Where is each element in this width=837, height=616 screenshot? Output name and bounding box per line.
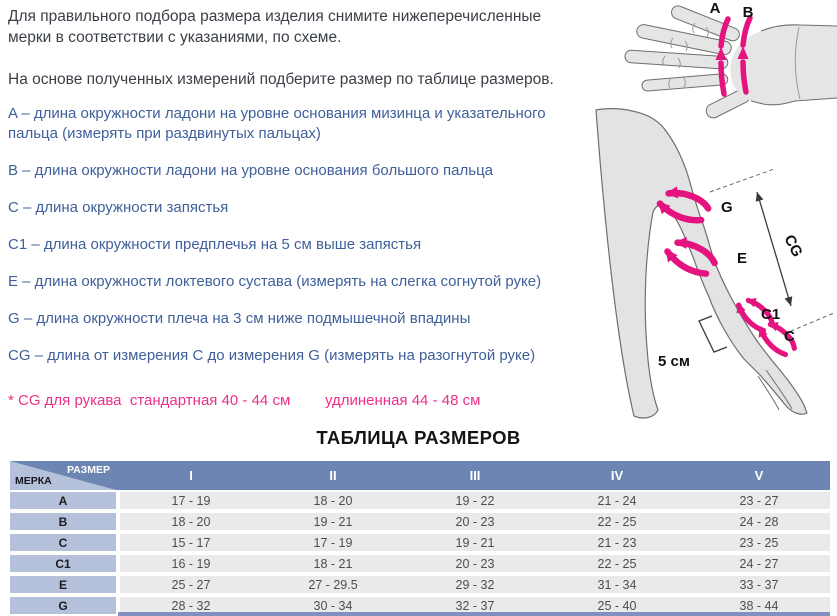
column-header-ii: II: [329, 468, 337, 483]
row-label: E: [10, 576, 116, 593]
arm-label-c1: C1: [761, 306, 781, 323]
intro-paragraph-1: Для правильного подбора размера изделия снимите нижеперечисленные мерки в соответствии с указаниями, по схеме.: [8, 8, 542, 46]
hand-label-b: B: [742, 4, 754, 21]
column-header-iv: IV: [610, 468, 624, 483]
sleeve-note-extended: удлиненная 44 - 48 см: [325, 392, 481, 409]
cell: 22 - 25: [597, 556, 637, 571]
sleeve-note-standard: * CG для рукава стандартная 40 - 44 см: [8, 392, 291, 409]
table-row-c: [10, 534, 830, 551]
size-table-header-row: [10, 461, 830, 490]
cell: 19 - 21: [313, 514, 353, 529]
measurement-item-cg: CG – длина от измерения C до измерения G (измерять на разогнутой руке): [8, 347, 536, 364]
intro-paragraph-2: На основе полученных измерений подберите размер по таблице размеров.: [8, 71, 554, 88]
row-label: C: [10, 534, 116, 551]
cell: 17 - 19: [171, 493, 211, 508]
cell: 18 - 21: [313, 556, 353, 571]
cell: 28 - 32: [171, 598, 211, 613]
cell: 20 - 23: [455, 556, 495, 571]
cell: 25 - 27: [171, 577, 211, 592]
measurement-item-c1: C1 – длина окружности предплечья на 5 см выше запястья: [8, 236, 422, 253]
corner-cell: [10, 461, 116, 490]
cell: 20 - 23: [455, 514, 495, 529]
measurement-list: [8, 104, 564, 366]
cell: 32 - 37: [455, 598, 495, 613]
arm-label-cg: CG: [780, 232, 806, 260]
arm-label-5cm: 5 см: [658, 353, 690, 370]
cell: 23 - 27: [739, 493, 779, 508]
column-header-v: V: [754, 468, 764, 483]
corner-size-label: РАЗМЕР: [67, 464, 110, 476]
cell: 25 - 40: [597, 598, 637, 613]
column-header-iii: III: [469, 468, 481, 483]
cell: 22 - 25: [597, 514, 637, 529]
arm-diagram: [560, 100, 837, 420]
row-label: G: [10, 597, 116, 614]
corner-merka-label: МЕРКА: [15, 475, 52, 487]
arm-silhouette: [596, 109, 807, 418]
size-table: [10, 461, 830, 614]
arm-label-c: C: [784, 328, 795, 345]
table-row-a: [10, 492, 830, 509]
cell: 38 - 44: [739, 598, 779, 613]
cell: 21 - 23: [597, 535, 637, 550]
arm-label-g: G: [721, 199, 733, 216]
measurement-item-e: E – длина окружности локтевого сустава (измерять на слегка согнутой руке): [8, 273, 542, 290]
measurement-item-a: A – длина окружности ладони на уровне основания мизинца и указательного пальца (измерять при раздвинутых пальцах): [8, 105, 546, 142]
cell: 15 - 17: [171, 535, 211, 550]
cell: 16 - 19: [171, 556, 211, 571]
hand-label-a: A: [709, 0, 721, 17]
measurement-item-b: B – длина окружности ладони на уровне основания большого пальца: [8, 162, 494, 179]
cell: 24 - 28: [739, 514, 779, 529]
cell: 31 - 34: [597, 577, 637, 592]
cell: 17 - 19: [313, 535, 353, 550]
cell: 27 - 29.5: [308, 577, 358, 592]
cell: 33 - 37: [739, 577, 779, 592]
cell: 19 - 22: [455, 493, 495, 508]
row-label: C1: [10, 555, 116, 572]
column-headers: [120, 461, 830, 490]
size-table-title: ТАБЛИЦА РАЗМЕРОВ: [316, 427, 521, 448]
cell: 19 - 21: [455, 535, 495, 550]
table-row-b: [10, 513, 830, 530]
column-header-i: I: [189, 468, 193, 483]
measurement-item-g: G – длина окружности плеча на 3 см ниже подмышечной впадины: [8, 310, 471, 327]
row-label: A: [10, 492, 116, 509]
cell: 29 - 32: [455, 577, 495, 592]
cell: 21 - 24: [597, 493, 637, 508]
next-table-top-strip: [118, 612, 830, 616]
measurement-item-c: C – длина окружности запястья: [8, 199, 229, 216]
cell: 18 - 20: [313, 493, 353, 508]
cell: 30 - 34: [313, 598, 353, 613]
cell: 18 - 20: [171, 514, 211, 529]
cell: 23 - 25: [739, 535, 779, 550]
cell: 24 - 27: [739, 556, 779, 571]
arm-label-e: E: [737, 250, 748, 267]
table-row-e: [10, 576, 830, 593]
row-label: B: [10, 513, 116, 530]
table-row-c1: [10, 555, 830, 572]
